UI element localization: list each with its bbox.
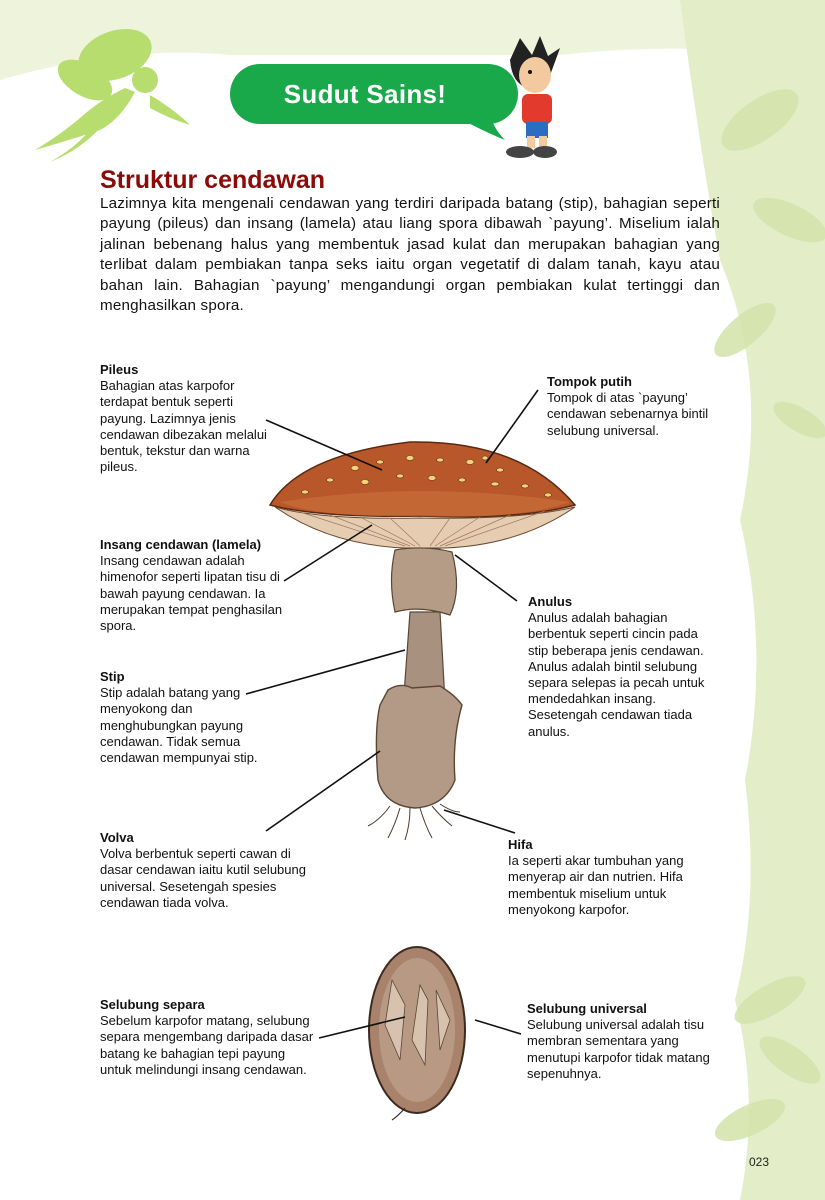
label-volva-body: Volva berbentuk seperti cawan di dasar cendawan iaitu kutil selubung universal. Sesetengah spesies cendawan tiada volva.	[100, 846, 306, 910]
label-anulus-body: Anulus adalah bahagian berbentuk seperti cincin pada stip beberapa jenis cendawan. Anulus adalah bintil selubung separa selepas ia pecah untuk mendedahkan insang. Sesetengah cendawan tiada anulus.	[528, 610, 705, 739]
universal-veil-egg	[369, 947, 465, 1120]
label-insang	[100, 537, 292, 634]
label-pileus-title: Pileus	[100, 362, 139, 377]
label-anulus-title: Anulus	[528, 594, 573, 609]
label-selubung-universal-title: Selubung universal	[527, 1001, 647, 1016]
label-tompok-body: Tompok di atas `payung’ cendawan sebenarnya bintil selubung universal.	[547, 390, 709, 438]
label-stip-body: Stip adalah batang yang menyokong dan menghubungkan payung cendawan. Tidak semua cendawan mempunyai stip.	[100, 685, 258, 766]
label-hifa-body: Ia seperti akar tumbuhan yang menyerap air dan nutrien. Hifa membentuk miselium untuk menyokong karpofor.	[508, 853, 684, 917]
label-selubung-separa	[100, 997, 320, 1078]
section-heading: Struktur cendawan	[100, 166, 326, 194]
mushroom-cap	[270, 442, 575, 548]
label-stip-title: Stip	[100, 669, 125, 684]
label-insang-body: Insang cendawan adalah himenofor seperti lipatan tisu di bawah payung cendawan. Ia merupakan tempat penghasilan spora.	[100, 553, 283, 634]
label-tompok-putih	[547, 374, 727, 439]
label-selubung-universal-body: Selubung universal adalah tisu membran sementara yang menutupi karpofor tidak matang sepenuhnya.	[527, 1017, 710, 1081]
mushroom-stem	[368, 548, 462, 840]
label-volva-title: Volva	[100, 830, 134, 845]
label-insang-title: Insang cendawan (lamela)	[100, 537, 262, 552]
label-hifa-title: Hifa	[508, 837, 533, 852]
label-selubung-separa-title: Selubung separa	[100, 997, 205, 1012]
label-anulus	[528, 594, 713, 740]
label-hifa	[508, 837, 723, 918]
label-pileus-body: Bahagian atas karpofor terdapat bentuk seperti payung. Lazimnya jenis cendawan dibezakan melalui bentuk, tekstur dan warna pileus.	[100, 378, 267, 475]
label-stip	[100, 669, 268, 766]
label-tompok-title: Tompok putih	[547, 374, 632, 389]
banner-title: Sudut Sains!	[283, 79, 447, 109]
label-selubung-separa-body: Sebelum karpofor matang, selubung separa mengembang daripada dasar batang ke bahagian tepi payung untuk melindungi insang cendawan.	[100, 1013, 314, 1077]
intro-paragraph: Lazimnya kita mengenali cendawan yang terdiri daripada batang (stip), bahagian seperti payung (pileus) dan insang (lamela) atau liang spora dibawah `payung’. Miselium ialah jalinan bebenang halus yang membentuk jasad kulat dan merupakan bahagian yang terlibat dalam pembiakan tanpa seks iaitu organ vegetatif di dalam tanah, kayu atau bahan lain. Bahagian `payung’ mengandungi organ pembiakan kulat tertinggi dan menghasilkan spora.	[100, 195, 720, 315]
label-selubung-universal	[527, 1001, 717, 1082]
page-number: 023	[748, 1155, 769, 1169]
label-volva	[100, 830, 318, 911]
label-pileus	[100, 362, 270, 475]
